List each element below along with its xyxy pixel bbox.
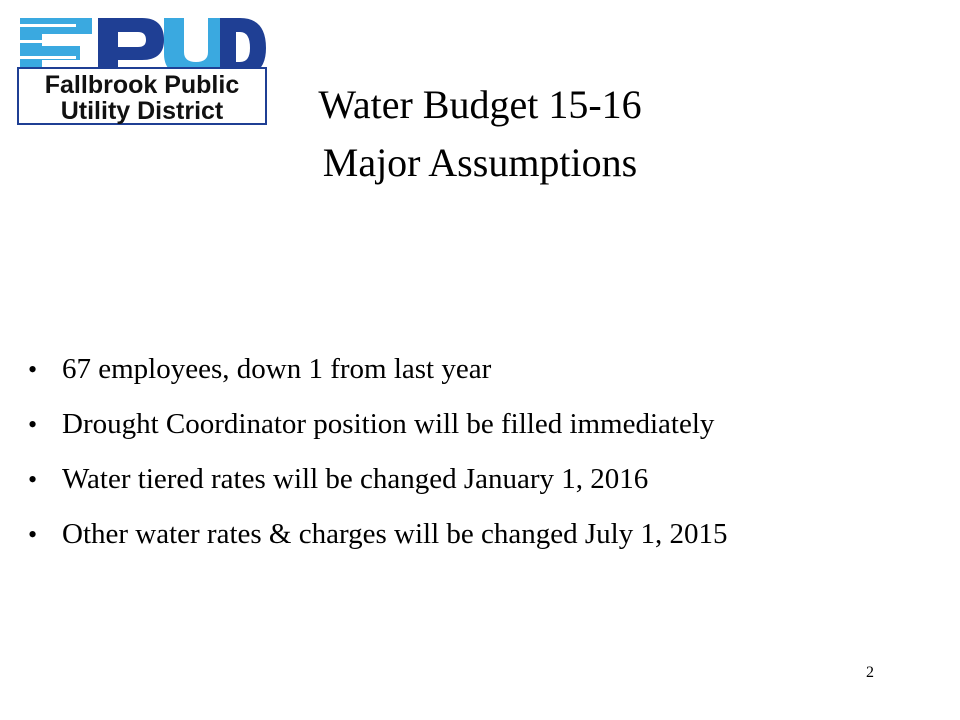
bullet-icon: •: [28, 410, 38, 439]
bullet-text: 67 employees, down 1 from last year: [62, 353, 492, 385]
bullet-item: [28, 507, 727, 562]
bullet-icon: •: [28, 355, 38, 384]
bullet-icon: •: [28, 465, 38, 494]
bullet-text: Other water rates & charges will be changed July 1, 2015: [62, 518, 728, 550]
bullet-item: [28, 397, 727, 452]
title-line-1: Water Budget 15-16: [318, 82, 642, 127]
slide-title: [180, 76, 780, 192]
page-number: 2: [866, 664, 874, 681]
logo-line1: Fallbrook Public: [44, 71, 240, 99]
title-line-2: Major Assumptions: [322, 140, 638, 185]
bullet-list: [28, 342, 727, 562]
bullet-item: [28, 342, 727, 397]
bullet-icon: •: [28, 520, 38, 549]
bullet-text: Water tiered rates will be changed January 1, 2016: [62, 463, 649, 495]
logo-line2: Utility District: [60, 97, 224, 125]
bullet-text: Drought Coordinator position will be filled immediately: [62, 408, 715, 440]
bullet-item: [28, 452, 727, 507]
